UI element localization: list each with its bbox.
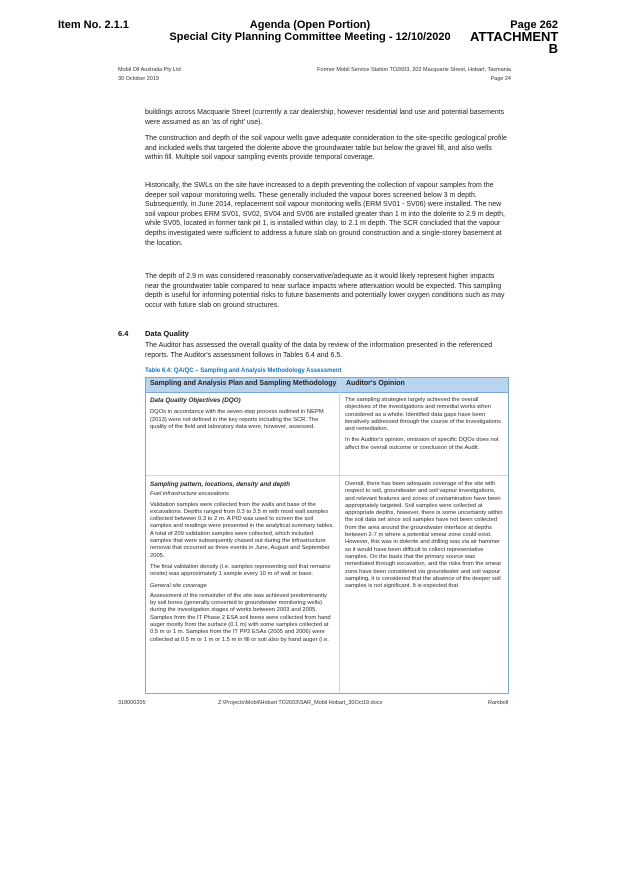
- row2-right-text: Overall, there has been adequate coverage of the site with respect to soil, groundwater and soil vapour investigations, and relevant features and zones of contamination have been appropriately targeted. Soil samples were collected at appropriate depths, however, there is some uncertainty within the soil data set since soil samples have not been collected from the area around the groundwater interface at depths between 2-7 m where a potential smear zone could exist. However, this was in dolerite and drilling was via air hammer so it would have been difficult to collect representative samples. On the basis that the primary source was remediated through excavation, and the risks from the smear zone have been considered via groundwater and soil vapour sampling, it is considered that the absence of the deeper soil samples is not significant. It is expected that: [345, 481, 503, 590]
- doc-date: 30 October 2019: [118, 76, 159, 82]
- agenda-item-number: Item No. 2.1.1: [58, 19, 129, 31]
- table-header-right: Auditor's Opinion: [346, 380, 405, 387]
- doc-site: Former Mobil Service Station TO2603, 202 Macquarie Street, Hobart, Tasmania: [317, 67, 511, 73]
- table-header-row: [146, 378, 508, 393]
- section-title: Data Quality: [145, 329, 189, 338]
- doc-company: Mobil Oil Australia Pty Ltd: [118, 67, 181, 73]
- row1-right-text-1: The sampling strategies largely achieved the overall objectives of the investigations and remedial works when considered as a whole. Identified data gaps have been iteratively addressed through the course of the investigations and remediation.: [345, 397, 501, 433]
- doc-page: Page 24: [490, 76, 511, 82]
- table-header-left: Sampling and Analysis Plan and Sampling Methodology: [150, 380, 337, 387]
- row2-subheading-1: Fuel infrastructure excavations: [150, 491, 229, 498]
- row2-right-cell: [345, 481, 505, 594]
- section-intro: The Auditor has assessed the overall quality of the data by review of the information presented in the referenced reports. The Auditor's assessment follows in Tables 6.4 and 6.5.: [145, 342, 493, 359]
- row2-subheading-2: General site coverage: [150, 582, 207, 589]
- row2-text-3: Assessment of the remainder of the site was achieved predominantly by soil bores (generally converted to groundwater monitoring wells) during the investigation stages of works between 2003 and 2005. Samples from the IT Phase 2 ESA soil bores were collected from hand auger mostly from the surface (0.1 m) with some samples collected at 0.5 m or 1 m. Samples from the IT PP2 ESAs (2005 and 2006) were collected at 0.5 m or 1 m or 1.5 m in fill or soil also by hand auger (i.e.: [150, 592, 331, 643]
- row1-left-cell: [150, 397, 334, 435]
- table-caption: Table 6.4: QA/QC – Sampling and Analysis Methodology Assessment: [145, 368, 342, 374]
- row2-title: Sampling pattern, locations, density and depth: [150, 481, 290, 488]
- attachment-label: ATTACHMENT B: [470, 29, 559, 56]
- agenda-title-line1: Agenda (Open Portion): [249, 19, 371, 31]
- row2-left-cell: [150, 481, 334, 648]
- row1-title: Data Quality Objectives (DQO): [150, 397, 241, 404]
- footer-doc-number: 318000205: [118, 700, 146, 706]
- paragraph: Historically, the SWLs on the site have increased to a depth preventing the collection of vapour samples from the deeper soil vapour monitoring wells. These generally included the vapour bores screened below 3 m depth. Subsequently, in June 2014, replacement soil vapour monitoring wells (ERM SV01 - SV06) were installed. The new soil vapour probes ERM SV01, SV02, SV04 and SV06 are installed greater than 1 m into the dolerite to 2.9 m depth, while SV05, located in former tank pit 1, is installed within clay, to 2.1 m depth. The SCR concluded that the vapour depths investigated were sufficient to address a future slab on ground construction and a single-storey basement at the location.: [145, 182, 505, 247]
- agenda-title: [160, 19, 460, 43]
- row1-right-text-2: In the Auditor's opinion, omission of specific DQOs does not affect the overall outcome or conclusion of the Audit.: [345, 437, 499, 451]
- section-number: 6.4: [118, 329, 129, 338]
- row1-right-cell: [345, 397, 505, 456]
- footer-file-path: Z:\Projects\Mobil\Hobart TO2603\SAR_Mobil Hobart_30Oct19.docx: [218, 700, 383, 706]
- footer-brand: Ramboll: [488, 700, 509, 706]
- row-divider: [146, 475, 508, 476]
- agenda-title-line2: Special City Planning Committee Meeting - 12/10/2020: [169, 31, 451, 43]
- doc-header-left: [118, 66, 181, 84]
- doc-header-right: [286, 66, 511, 84]
- paragraph: The depth of 2.9 m was considered reasonably conservative/adequate as it would likely represent higher impacts near the groundwater table compared to near surface impacts where attenuation would be expected. This sampling depth is useful for informing potential risks to future basements and potentially lower oxygen conditions such as may occur with future slab on ground structures.: [145, 273, 505, 309]
- row1-left-text: DQOs in accordance with the seven-step process outlined in NEPM (2013) were not defined in the key reports including the SCR. The quality of the field and laboratory data were, however, assessed.: [150, 409, 324, 430]
- paragraph: The construction and depth of the soil vapour wells gave adequate consideration to the site-specific geological profile and included wells that targeted the dolerite above the groundwater table but below the gravel fill, and also wells within fill. Multiple soil vapour sampling events provide temporal coverage.: [145, 135, 507, 162]
- assessment-table: [145, 377, 509, 694]
- column-divider: [339, 378, 340, 693]
- agenda-page-block: [470, 19, 558, 55]
- paragraph: buildings across Macquarie Street (currently a car dealership, however residential land use and potential basements were assumed as an 'as of right' use).: [145, 109, 505, 126]
- row2-text-1: Validation samples were collected from the walls and base of the excavations. Depths ranged from 0.3 to 3.5 m with most wall samples collected between 0.3 to 2 m. A PID was used to screen the soil samples and readings were presented in the analytical summary tables. A total of 209 validation samples were collected, which included samples that were subsequently chased out during the infrastructure removal that occurred as three events in June, August and September 2005.: [150, 501, 334, 559]
- agenda-page-number: Page 262: [510, 19, 558, 31]
- row2-text-2: The final validation density (i.e. samples representing soil that remains onsite) was approximately 1 sample every 10 m of wall or base.: [150, 563, 331, 578]
